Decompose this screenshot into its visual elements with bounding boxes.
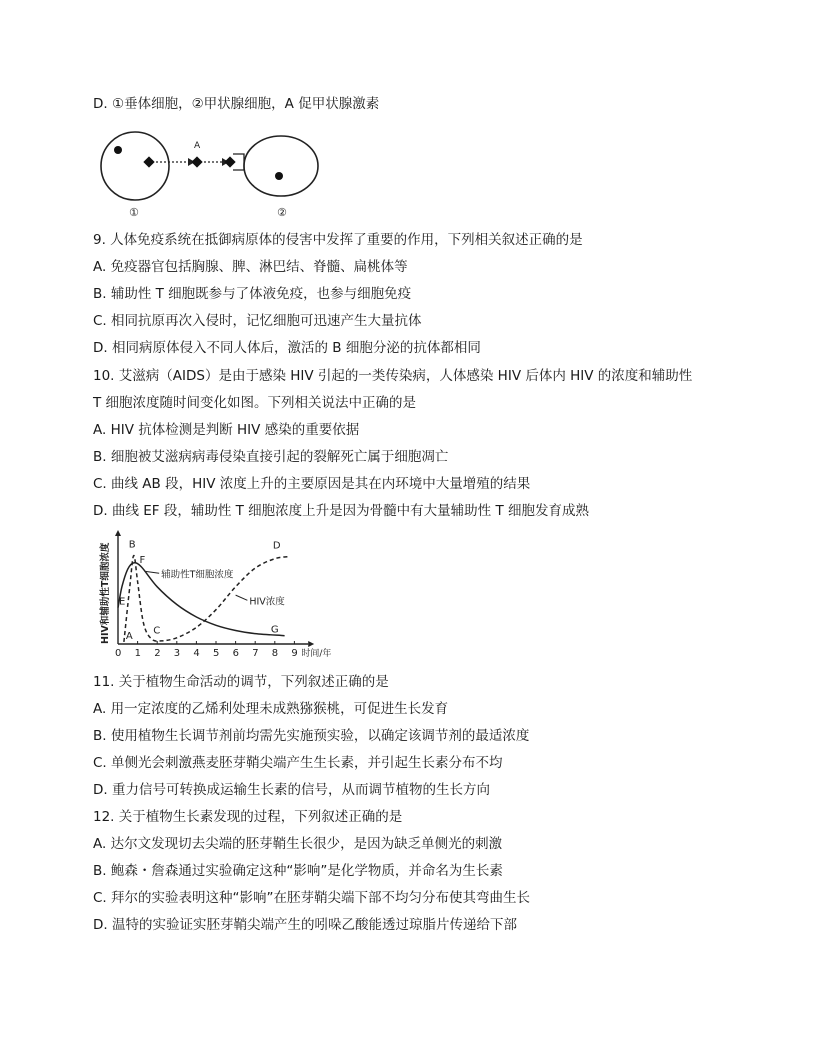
point-label-e: E — [118, 596, 126, 608]
x-tick-label: 3 — [173, 648, 181, 659]
q9-stem: 9. 人体免疫系统在抵御病原体的侵害中发挥了重要的作用，下列相关叙述正确的是 — [93, 232, 583, 248]
label-cell-2: ② — [277, 206, 287, 219]
q11-stem: 11. 关于植物生命活动的调节，下列叙述正确的是 — [93, 674, 389, 690]
hormone-a — [191, 156, 202, 167]
cell-2 — [244, 136, 318, 196]
y-axis-label: HIV和辅助性T细胞浓度 — [100, 542, 111, 644]
x-tick-label: 2 — [154, 648, 161, 659]
point-label-a: A — [125, 630, 133, 642]
hormone-on-receptor — [224, 156, 235, 167]
q10-option-c: C. 曲线 AB 段，HIV 浓度上升的主要原因是其在内环境中大量增殖的结果 — [93, 476, 531, 492]
annotation-hiv: HIV浓度 — [249, 596, 285, 608]
q10-stem-line1: 10. 艾滋病（AIDS）是由于感染 HIV 引起的一类传染病，人体感染 HIV 后体内 HIV 的浓度和辅助性 — [93, 368, 693, 384]
q12-stem: 12. 关于植物生长素发现的过程，下列叙述正确的是 — [93, 809, 403, 825]
point-label-d: D — [272, 540, 281, 552]
q8-cell-diagram — [98, 126, 334, 224]
q9-option-d: D. 相同病原体侵入不同人体后，激活的 B 细胞分泌的抗体都相同 — [93, 340, 481, 356]
x-tick-label: 8 — [271, 648, 279, 659]
q12-option-d: D. 温特的实验证实胚芽鞘尖端产生的吲哚乙酸能透过琼脂片传递给下部 — [93, 917, 517, 933]
hormone-in-cell-1 — [143, 156, 154, 167]
cell-1 — [101, 132, 169, 200]
q9-option-c: C. 相同抗原再次入侵时，记忆细胞可迅速产生大量抗体 — [93, 313, 422, 329]
q12-option-c: C. 拜尔的实验表明这种“影响”在胚芽鞘尖端下部不均匀分布使其弯曲生长 — [93, 890, 530, 906]
q11-option-c: C. 单侧光会刺激燕麦胚芽鞘尖端产生生长素，并引起生长素分布不均 — [93, 755, 503, 771]
label-cell-1: ① — [129, 206, 139, 219]
q11-option-d: D. 重力信号可转换成运输生长素的信号，从而调节植物的生长方向 — [93, 782, 490, 798]
q9-option-b: B. 辅助性 T 细胞既参与了体液免疫，也参与细胞免疫 — [93, 286, 412, 302]
point-label-g: G — [270, 624, 279, 636]
x-tick-label: 6 — [232, 648, 239, 659]
q10-stem-line2: T 细胞浓度随时间变化如图。下列相关说法中正确的是 — [93, 395, 417, 411]
annotation-th-cell: 辅助性T细胞浓度 — [161, 569, 234, 581]
annotation-leader — [236, 595, 248, 600]
x-tick-label: 7 — [252, 648, 259, 659]
q10-option-b: B. 细胞被艾滋病病毒侵染直接引起的裂解死亡属于细胞凋亡 — [93, 449, 449, 465]
x-tick-label: 5 — [213, 648, 220, 659]
x-tick-label: 1 — [134, 648, 141, 659]
q10-option-a: A. HIV 抗体检测是判断 HIV 感染的重要依据 — [93, 422, 360, 438]
q11-option-a: A. 用一定浓度的乙烯利处理未成熟猕猴桃，可促进生长发育 — [93, 701, 449, 717]
cell-1-nucleus — [114, 146, 122, 154]
point-label-c: C — [153, 625, 161, 637]
point-label-f: F — [139, 554, 146, 566]
q10-option-d: D. 曲线 EF 段，辅助性 T 细胞浓度上升是因为骨髓中有大量辅助性 T 细胞发育成熟 — [93, 503, 590, 519]
q11-option-b: B. 使用植物生长调节剂前均需先实施预实验，以确定该调节剂的最适浓度 — [93, 728, 530, 744]
q12-option-a: A. 达尔文发现切去尖端的胚芽鞘生长很少，是因为缺乏单侧光的刺激 — [93, 836, 503, 852]
label-a: A — [194, 141, 201, 151]
q8-option-d: D. ①垂体细胞，②甲状腺细胞，A 促甲状腺激素 — [93, 96, 380, 112]
hiv-chart — [96, 530, 382, 668]
q9-option-a: A. 免疫器官包括胸腺、脾、淋巴结、脊髓、扁桃体等 — [93, 259, 408, 275]
x-axis-arrow — [308, 641, 314, 647]
x-tick-label: 9 — [291, 648, 298, 659]
y-axis-arrow — [115, 530, 121, 536]
point-label-b: B — [128, 539, 136, 551]
x-tick-label: 0 — [115, 648, 122, 659]
x-axis-label: 时间/年 — [301, 649, 332, 659]
q12-option-b: B. 鲍森・詹森通过实验确定这种“影响”是化学物质，并命名为生长素 — [93, 863, 503, 879]
x-tick-label: 4 — [193, 648, 200, 659]
cell-2-nucleus — [275, 172, 283, 180]
